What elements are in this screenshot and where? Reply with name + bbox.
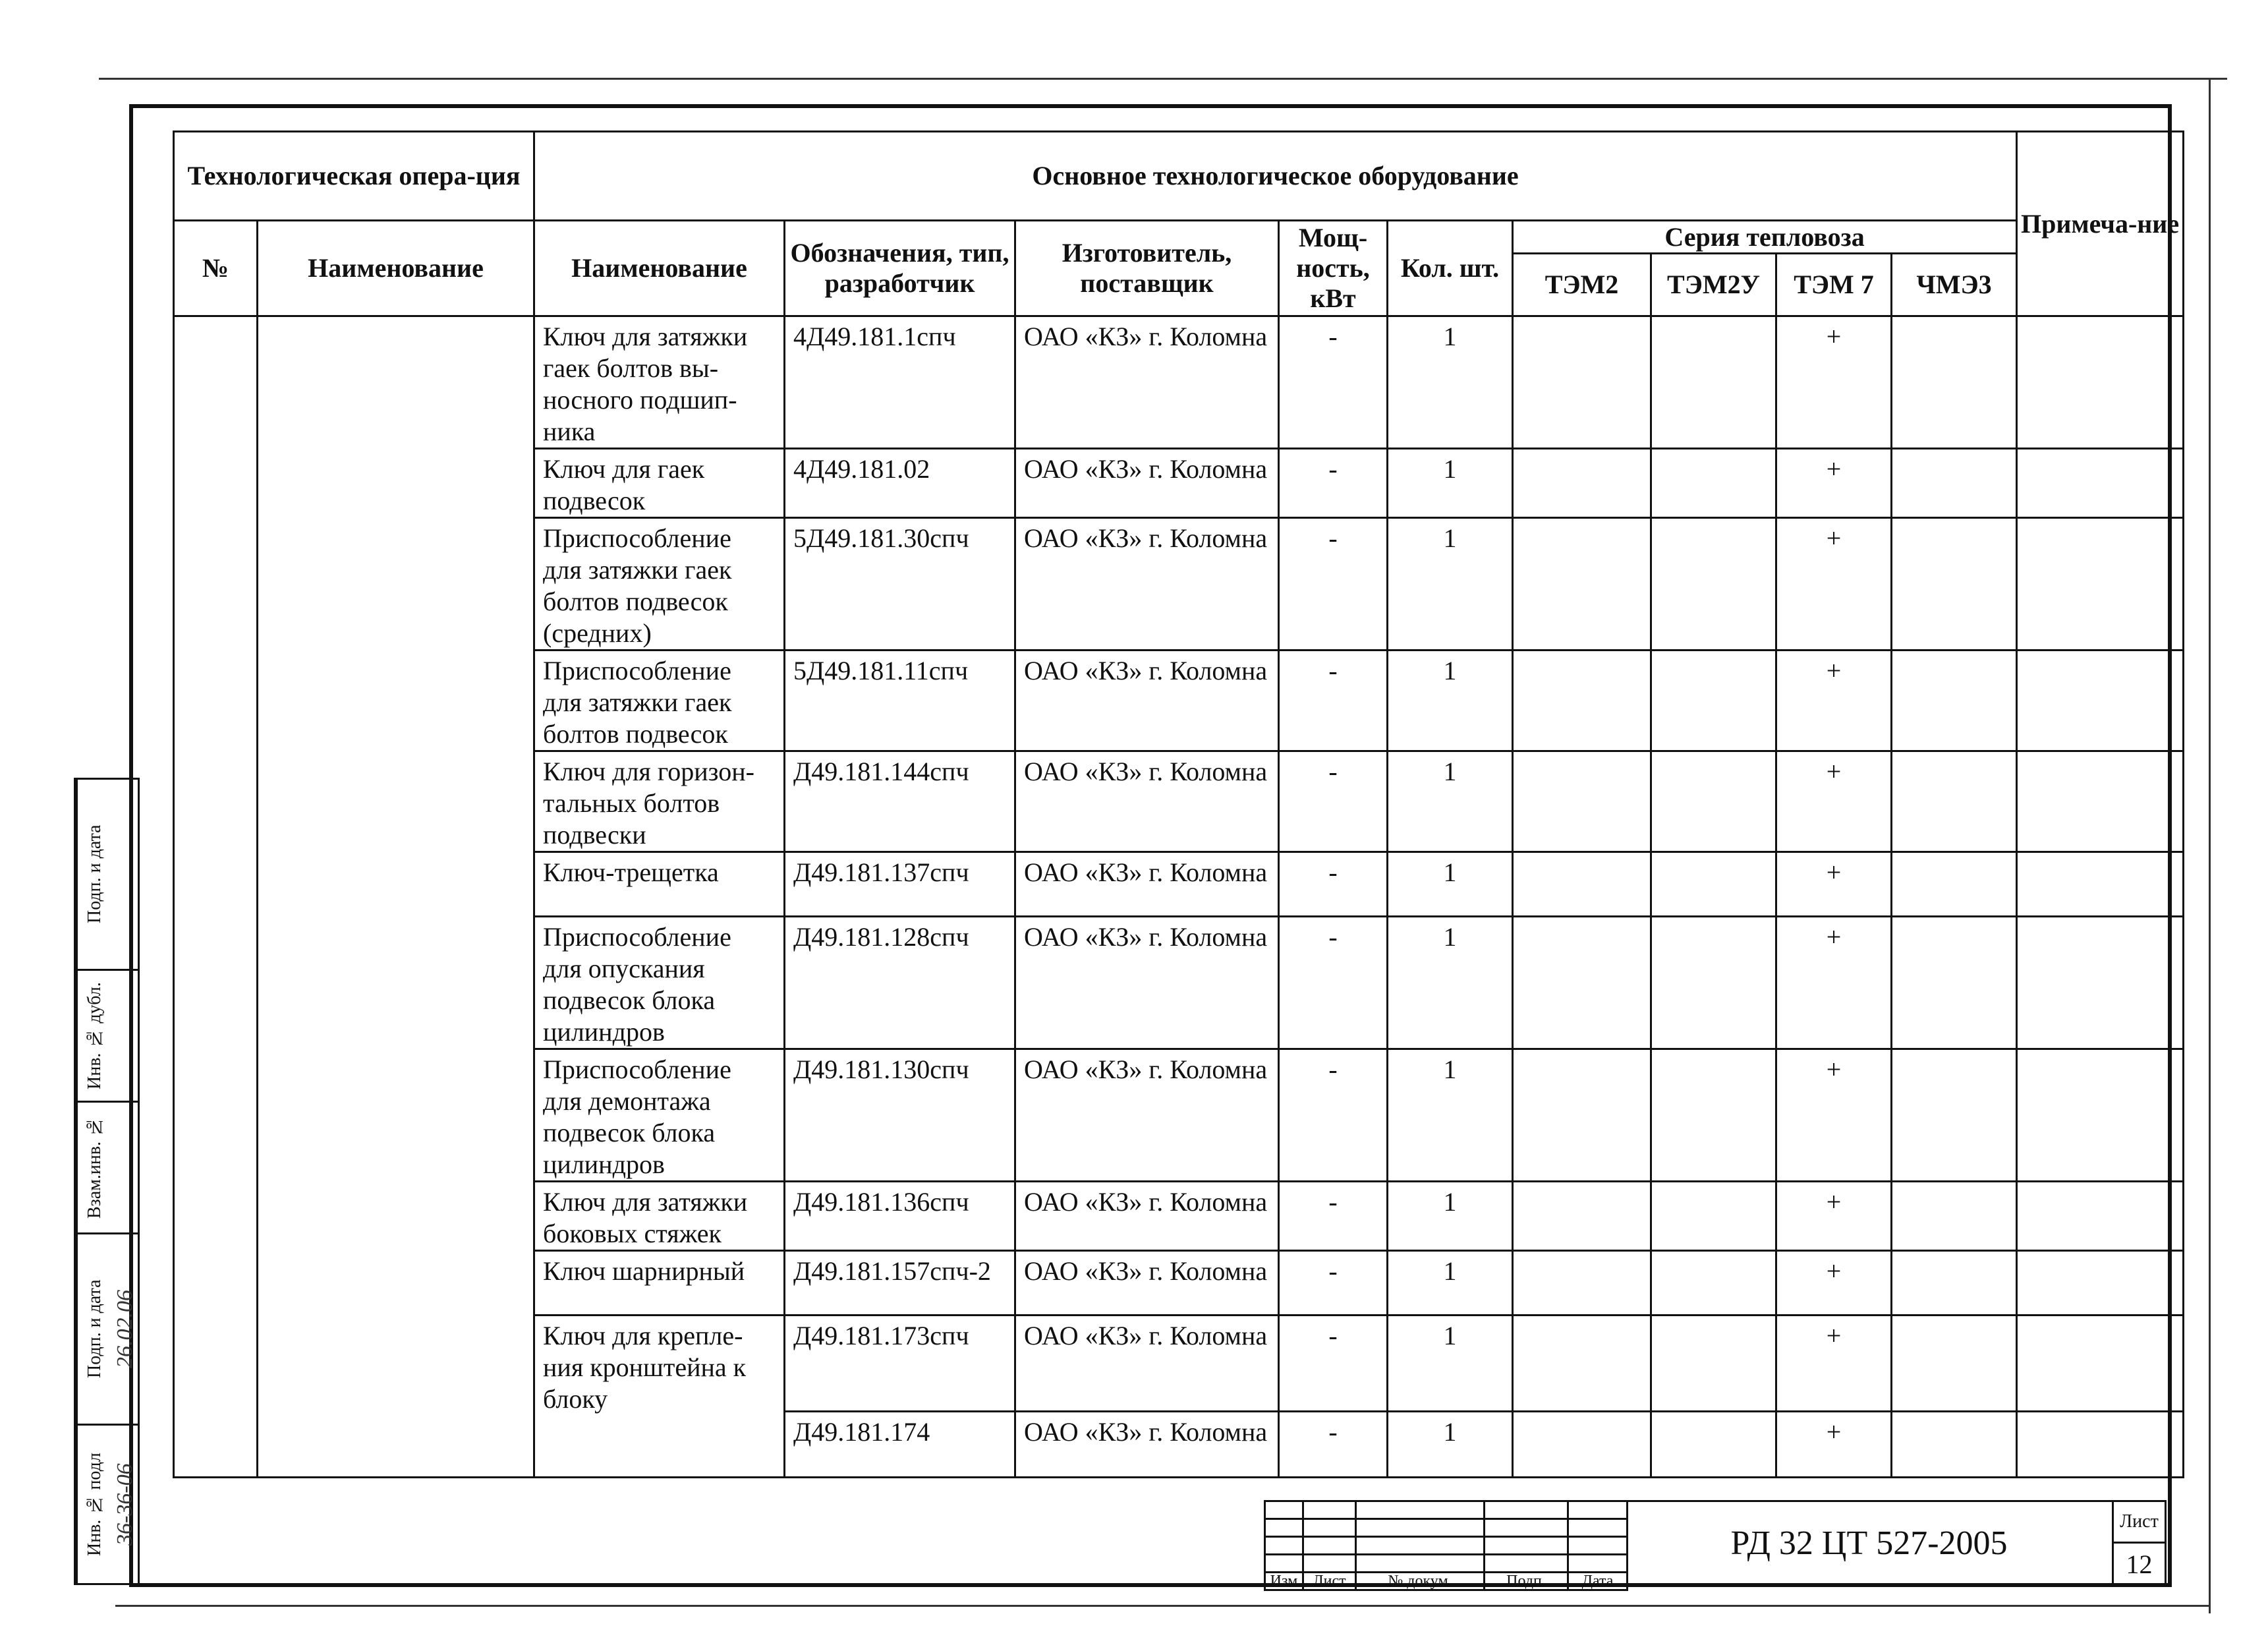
header-manufacturer: Изготовитель, поставщик (1015, 221, 1279, 316)
eq-name-cell: Ключ шарнирный (534, 1251, 785, 1316)
chme3-cell (1892, 316, 2017, 449)
designation-cell: 4Д49.181.02 (785, 449, 1015, 518)
sheet-box (2114, 1500, 2167, 1586)
designation-cell: Д49.181.157спч-2 (785, 1251, 1015, 1316)
tem7-cell: + (1776, 751, 1892, 852)
note-cell (2017, 1182, 2184, 1251)
chme3-cell (1892, 518, 2017, 651)
side-label: Инв. № дубл. (76, 971, 110, 1101)
side-segment-inv-dubl (76, 971, 138, 1103)
tem2-cell (1513, 1182, 1651, 1251)
chme3-cell (1892, 1251, 2017, 1316)
op-name-cell (258, 316, 534, 1478)
tem2-cell (1513, 852, 1651, 917)
designation-cell: Д49.181.173спч (785, 1316, 1015, 1412)
power-cell: - (1279, 518, 1388, 651)
header-power: Мощ-ность, кВт (1279, 221, 1388, 316)
maker-cell: ОАО «КЗ» г. Коломна (1015, 1251, 1279, 1316)
note-cell (2017, 852, 2184, 917)
qty-cell: 1 (1388, 651, 1513, 751)
right-rule (2209, 78, 2211, 1613)
tem2u-cell (1651, 449, 1776, 518)
qty-cell: 1 (1388, 1412, 1513, 1478)
note-cell (2017, 1049, 2184, 1182)
chme3-cell (1892, 1316, 2017, 1412)
header-qty: Кол. шт. (1388, 221, 1513, 316)
chme3-cell (1892, 449, 2017, 518)
power-cell: - (1279, 1316, 1388, 1412)
power-cell: - (1279, 1049, 1388, 1182)
power-cell: - (1279, 1412, 1388, 1478)
maker-cell: ОАО «КЗ» г. Коломна (1015, 518, 1279, 651)
tem2u-cell (1651, 852, 1776, 917)
op-num-cell (174, 316, 258, 1478)
note-cell (2017, 316, 2184, 449)
power-cell: - (1279, 449, 1388, 518)
maker-cell: ОАО «КЗ» г. Коломна (1015, 917, 1279, 1049)
tem7-cell: + (1776, 1316, 1892, 1412)
tem2-cell (1513, 518, 1651, 651)
qty-cell: 1 (1388, 1251, 1513, 1316)
power-cell: - (1279, 316, 1388, 449)
designation-cell: 5Д49.181.11спч (785, 651, 1015, 751)
chme3-cell (1892, 852, 2017, 917)
qty-cell: 1 (1388, 518, 1513, 651)
designation-cell: Д49.181.128спч (785, 917, 1015, 1049)
tem2u-cell (1651, 1316, 1776, 1412)
header-tem2: ТЭМ2 (1513, 254, 1651, 316)
tem2-cell (1513, 449, 1651, 518)
eq-name-cell: Ключ для затяжки боковых стяжек (534, 1182, 785, 1251)
header-note: Примеча-ние (2017, 132, 2184, 316)
tem2-cell (1513, 316, 1651, 449)
side-segment-inv-podl (76, 1426, 138, 1583)
side-label: Инв. № подл (76, 1426, 110, 1583)
maker-cell: ОАО «КЗ» г. Коломна (1015, 751, 1279, 852)
tem7-cell: + (1776, 1182, 1892, 1251)
tem2-cell (1513, 651, 1651, 751)
side-label: Подп. и дата (76, 780, 110, 969)
chme3-cell (1892, 917, 2017, 1049)
maker-cell: ОАО «КЗ» г. Коломна (1015, 852, 1279, 917)
tem7-cell: + (1776, 1251, 1892, 1316)
tem2u-cell (1651, 518, 1776, 651)
designation-cell: 4Д49.181.1спч (785, 316, 1015, 449)
note-cell (2017, 1251, 2184, 1316)
maker-cell: ОАО «КЗ» г. Коломна (1015, 1049, 1279, 1182)
tem2u-cell (1651, 651, 1776, 751)
header-tem7: ТЭМ 7 (1776, 254, 1892, 316)
tem2-cell (1513, 1316, 1651, 1412)
side-label: Взам.инв. № (76, 1103, 110, 1232)
note-cell (2017, 1316, 2184, 1412)
tem2u-cell (1651, 1251, 1776, 1316)
note-cell (2017, 751, 2184, 852)
maker-cell: ОАО «КЗ» г. Коломна (1015, 449, 1279, 518)
designation-cell: Д49.181.137спч (785, 852, 1015, 917)
chme3-cell (1892, 1182, 2017, 1251)
designation-cell: Д49.181.144спч (785, 751, 1015, 852)
qty-cell: 1 (1388, 917, 1513, 1049)
side-segment-podp-data-2 (76, 1234, 138, 1426)
chme3-cell (1892, 1412, 2017, 1478)
handwritten-date: 26.02.06 (113, 1290, 137, 1368)
bottom-rule (115, 1605, 2211, 1607)
tem2u-cell (1651, 1049, 1776, 1182)
note-cell (2017, 449, 2184, 518)
note-cell (2017, 1412, 2184, 1478)
header-num: № (174, 221, 258, 316)
eq-name-cell: Приспособление для затяжки гаек болтов подвесок (534, 651, 785, 751)
power-cell: - (1279, 1182, 1388, 1251)
power-cell: - (1279, 917, 1388, 1049)
maker-cell: ОАО «КЗ» г. Коломна (1015, 1316, 1279, 1412)
header-chme3: ЧМЭ3 (1892, 254, 2017, 316)
qty-cell: 1 (1388, 316, 1513, 449)
tem7-cell: + (1776, 449, 1892, 518)
header-tech-op: Технологическая опера-ция (174, 132, 534, 221)
tem2-cell (1513, 751, 1651, 852)
qty-cell: 1 (1388, 1316, 1513, 1412)
eq-name-cell: Ключ для затяжки гаек болтов вы-носного подшип-ника (534, 316, 785, 449)
tem2u-cell (1651, 751, 1776, 852)
top-rule (99, 78, 2227, 80)
header-main-equipment: Основное технологическое оборудование (534, 132, 2017, 221)
header-designation: Обозначения, тип, разработчик (785, 221, 1015, 316)
table-row (174, 316, 2184, 449)
header-tem2u: ТЭМ2У (1651, 254, 1776, 316)
power-cell: - (1279, 651, 1388, 751)
tem2-cell (1513, 1412, 1651, 1478)
note-cell (2017, 518, 2184, 651)
header-eq-name: Наименование (534, 221, 785, 316)
header-op-name: Наименование (258, 221, 534, 316)
tem2-cell (1513, 917, 1651, 1049)
tem2u-cell (1651, 1412, 1776, 1478)
handwritten-number: 36-36-06 (113, 1463, 137, 1546)
power-cell: - (1279, 1251, 1388, 1316)
document-code: РД 32 ЦТ 527-2005 (1626, 1500, 2114, 1586)
note-cell (2017, 651, 2184, 751)
tem2-cell (1513, 1049, 1651, 1182)
qty-cell: 1 (1388, 852, 1513, 917)
sheet-label: Лист (2114, 1502, 2165, 1544)
tem7-cell: + (1776, 518, 1892, 651)
tem7-cell: + (1776, 917, 1892, 1049)
power-cell: - (1279, 751, 1388, 852)
stamp-izm: Изм (1265, 1573, 1303, 1590)
side-segment-podp-data-1 (76, 780, 138, 971)
qty-cell: 1 (1388, 751, 1513, 852)
qty-cell: 1 (1388, 449, 1513, 518)
eq-name-cell: Приспособление для затяжки гаек болтов подвесок (средних) (534, 518, 785, 651)
eq-name-cell: Ключ-трещетка (534, 852, 785, 917)
tem2u-cell (1651, 316, 1776, 449)
tem7-cell: + (1776, 1412, 1892, 1478)
tem2u-cell (1651, 917, 1776, 1049)
stamp-date: Дата (1568, 1573, 1628, 1590)
title-block (1264, 1500, 2184, 1590)
header-series: Серия тепловоза (1513, 221, 2017, 254)
chme3-cell (1892, 1049, 2017, 1182)
tem2u-cell (1651, 1182, 1776, 1251)
chme3-cell (1892, 751, 2017, 852)
eq-name-cell: Ключ для гаек подвесок (534, 449, 785, 518)
tem7-cell: + (1776, 1049, 1892, 1182)
designation-cell: Д49.181.174 (785, 1412, 1015, 1478)
stamp-podp: Подп. (1485, 1573, 1568, 1590)
maker-cell: ОАО «КЗ» г. Коломна (1015, 1182, 1279, 1251)
tem7-cell: + (1776, 316, 1892, 449)
tem7-cell: + (1776, 852, 1892, 917)
power-cell: - (1279, 852, 1388, 917)
revision-grid (1264, 1500, 1628, 1591)
side-segment-vzam-inv (76, 1103, 138, 1234)
note-cell (2017, 917, 2184, 1049)
maker-cell: ОАО «КЗ» г. Коломна (1015, 651, 1279, 751)
stamp-doc-num: № докум. (1356, 1573, 1485, 1590)
tem2-cell (1513, 1251, 1651, 1316)
sheet-number: 12 (2126, 1549, 2153, 1579)
eq-name-cell: Ключ для крепле-ния кронштейна к блоку (534, 1316, 785, 1478)
eq-name-cell: Ключ для горизон-тальных болтов подвески (534, 751, 785, 852)
eq-name-cell: Приспособление для опускания подвесок блока цилиндров (534, 917, 785, 1049)
equipment-table (173, 130, 2184, 1478)
designation-cell: Д49.181.136спч (785, 1182, 1015, 1251)
eq-name-cell: Приспособление для демонтажа подвесок блока цилиндров (534, 1049, 785, 1182)
maker-cell: ОАО «КЗ» г. Коломна (1015, 1412, 1279, 1478)
maker-cell: ОАО «КЗ» г. Коломна (1015, 316, 1279, 449)
designation-cell: 5Д49.181.30спч (785, 518, 1015, 651)
qty-cell: 1 (1388, 1049, 1513, 1182)
side-strip (74, 778, 140, 1585)
chme3-cell (1892, 651, 2017, 751)
designation-cell: Д49.181.130спч (785, 1049, 1015, 1182)
qty-cell: 1 (1388, 1182, 1513, 1251)
stamp-list: Лист (1303, 1573, 1356, 1590)
tem7-cell: + (1776, 651, 1892, 751)
side-label: Подп. и дата (76, 1234, 110, 1424)
